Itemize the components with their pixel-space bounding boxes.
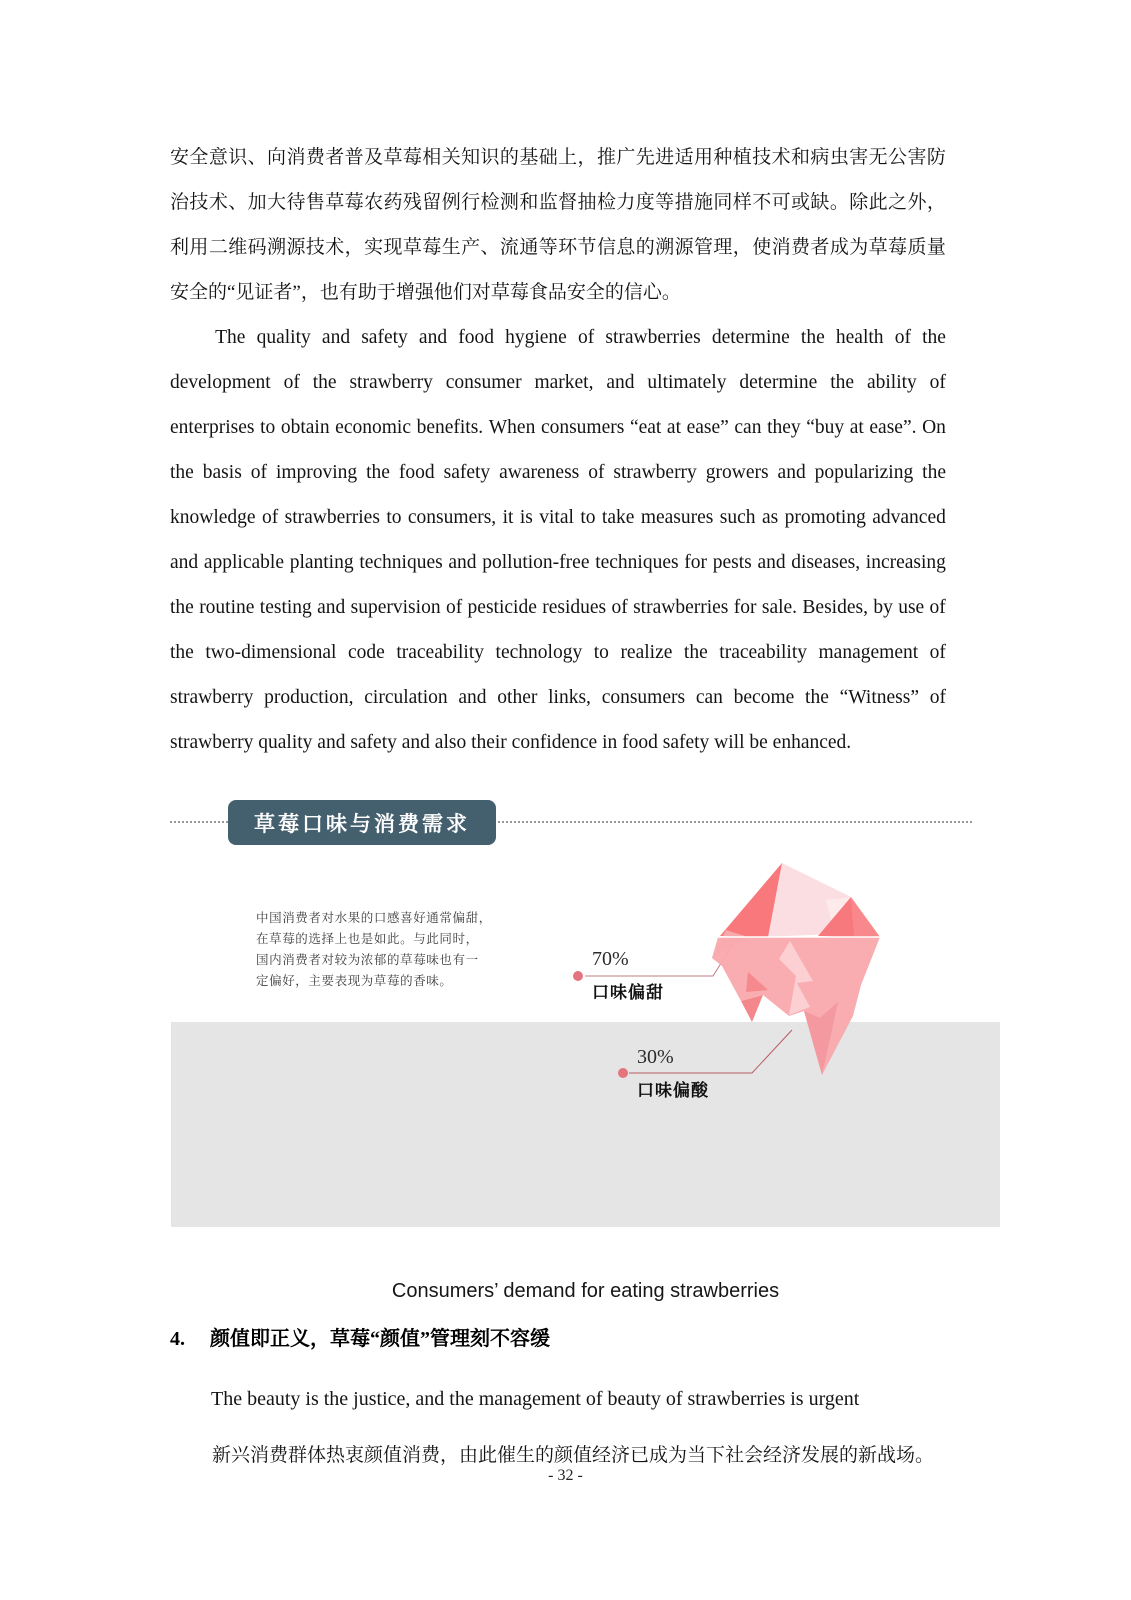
text-line: development of the strawberry consumer market, and ultimately determine the ability of [170, 372, 946, 393]
text-line: knowledge of strawberries to consumers, it is vital to take measures such as promoting advanced [170, 507, 946, 528]
section-title-en: The beauty is the justice, and the management of beauty of strawberries is urgent [211, 1388, 860, 1410]
text-line: strawberry production, circulation and other links, consumers can become the “Witness” of [170, 687, 946, 708]
closing-paragraph: 新兴消费群体热衷颜值消费，由此催生的颜值经济已成为当下社会经济发展的新战场。 [212, 1445, 935, 1466]
section-heading [170, 1322, 550, 1351]
stat-sweet-label: 口味偏甜 [592, 983, 664, 1002]
stat-sweet [592, 948, 664, 1003]
iceberg-dark-notch-mid [746, 972, 768, 992]
iceberg-light-crevasse [779, 941, 813, 1015]
text-line: strawberry quality and safety and also their confidence in food safety will be enhanced. [170, 732, 852, 753]
iceberg-left-edge-facet [712, 930, 748, 958]
text-line: the basis of improving the food safety awareness of strawberry growers and popularizing the [170, 462, 946, 483]
text-line: 安 全 意 识 、 向 消 费 者 普 及 草 莓 相 关 知 识 的 基 础 上 ， 推 广 先 进 适 用 种 植 技 术 和 病 虫 害 无 公 害 防 [170, 147, 946, 168]
cn-intro-paragraph [170, 135, 946, 315]
text-line: The quality and safety and food hygiene of strawberries determine the health of the [215, 327, 946, 348]
en-body-paragraph [170, 315, 946, 765]
text-line: and applicable planting techniques and pollution-free techniques for pests and diseases, increasing [170, 552, 946, 573]
section-number: 4. [170, 1328, 185, 1350]
text-line: enterprises to obtain economic benefits. When consumers “eat at ease” can they “buy at ease”. On [170, 417, 946, 438]
iceberg-dark-left-facet [720, 863, 782, 937]
figure-caption: Consumers’ demand for eating strawberries [391, 1280, 780, 1302]
sweet-dot-icon [573, 971, 583, 981]
text-line: 中国消费者对水果的口感喜好通常偏甜， [256, 911, 492, 925]
text-line: 在草莓的选择上也是如此。与此同时， [256, 932, 479, 946]
text-line: 安全的“见证者”，也有助于增强他们对草莓食品安全的信心。 [170, 282, 681, 303]
iceberg-pale-facet [763, 863, 851, 937]
text-line: 治 技 术 、 加 大 待 售 草 莓 农 药 残 留 例 行 检 测 和 监 督 抽 检 力 度 等 措 施 同 样 不 可 或 缺 。 除 此 之 外 ， [170, 192, 946, 213]
infographic-note [256, 908, 496, 992]
infographic-title-badge [228, 800, 496, 845]
text-line: the two-dimensional code traceability technology to realize the traceability management of [170, 642, 946, 663]
iceberg-dark-notch-left [741, 995, 763, 1022]
stat-sour-percent: 30% [637, 1046, 674, 1068]
iceberg-second-peak-left [818, 897, 856, 937]
iceberg-second-peak-right [851, 897, 880, 937]
stat-sour [637, 1046, 709, 1101]
stat-sweet-percent: 70% [592, 948, 629, 970]
iceberg-palest-facet [826, 897, 851, 932]
stat-sour-label: 口味偏酸 [637, 1081, 709, 1100]
infographic-title: 草莓口味与消费需求 [254, 812, 470, 836]
water-background [171, 1022, 1000, 1227]
section-title-cn: 颜值即正义，草莓“颜值”管理刻不容缓 [210, 1328, 550, 1350]
page-number: - 32 - [548, 1467, 583, 1484]
text-line: 国内消费者对较为浓郁的草莓味也有一 [256, 953, 479, 967]
text-line: the routine testing and supervision of pesticide residues of strawberries for sale. Besides, by use of [170, 597, 946, 618]
text-line: 利 用 二 维 码 溯 源 技 术 ， 实 现 草 莓 生 产 、 流 通 等 环 节 信 息 的 溯 源 管 理 ， 使 消 费 者 成 为 草 莓 质 量 [170, 237, 946, 258]
text-line: 定偏好，主要表现为草莓的香味。 [256, 974, 453, 988]
